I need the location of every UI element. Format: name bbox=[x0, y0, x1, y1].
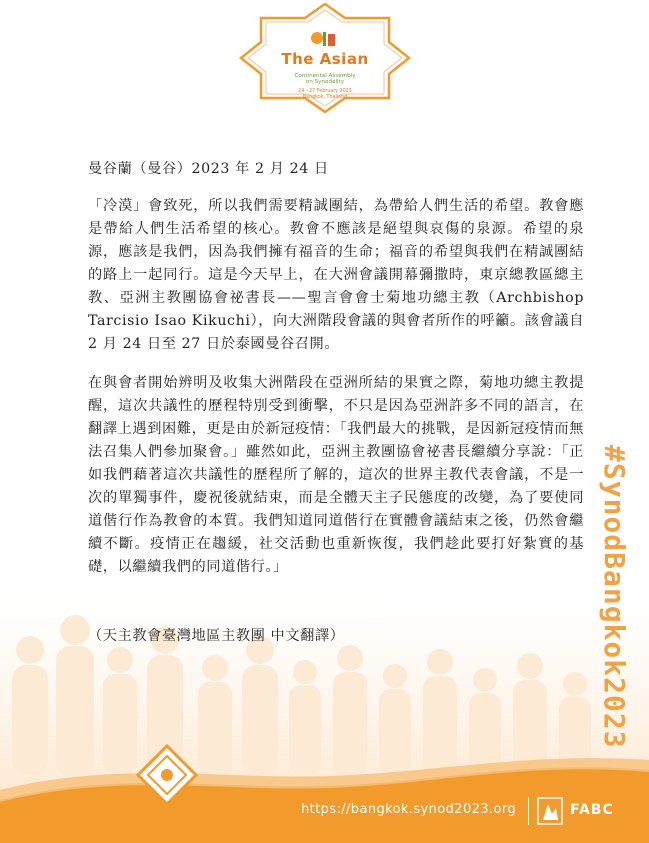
logo-place: Bangkok, Thailand bbox=[302, 95, 348, 100]
logo-subtitle: on Synodality bbox=[305, 79, 345, 85]
website-link[interactable]: https://bangkok.synod2023.org bbox=[301, 802, 517, 817]
dateline: 曼谷蘭（曼谷）2023 年 2 月 24 日 bbox=[88, 161, 329, 177]
logo-subtitle: Continental Assembly bbox=[294, 73, 356, 79]
article-body bbox=[88, 158, 584, 595]
translation-credit: （天主教會臺灣地區主教團 中文翻譯） bbox=[88, 628, 345, 644]
diamond-ornament-icon bbox=[136, 744, 198, 806]
logo-dates: 24 - 27 February 2023 bbox=[298, 89, 352, 94]
fabc-logo-icon bbox=[536, 796, 564, 826]
paragraph: 在與會者開始辨明及收集大洲階段在亞洲所結的果實之際，菊地功總主教提醒，這次共議性的歷程特別受到衝擊，不只是因為亞洲許多不同的語言，在翻譯上遇到困難，更是由於新冠疫情：「我們最大的挑戰，是因新冠疫情而無法召集人們參加聚會。」雖然如此，亞洲主教團協會祕書長繼續分享說：「正如我們藉著這次共議性的歷程所了解的，這次的世界主教代表會議，不是一次的單獨事件，慶祝後就結束，而是全體天主子民態度的改變，為了要使同道偕行作為教會的本質。我們知道同道偕行在實體會議結束之後，仍然會繼續不斷。疫情正在趨緩，社交活動也重新恢復，我們趁此要打好紮實的基礎，以繼續我們的同道偕行。」 bbox=[88, 375, 584, 575]
fabc-label: FABC bbox=[570, 802, 614, 818]
paragraph: 「冷漠」會致死，所以我們需要精誠團結，為帶給人們生活的希望。教會應是帶給人們生活希望的核心。教會不應該是絕望與哀傷的泉源。希望的泉源，應該是我們，因為我們擁有福音的生命；福音的希望與我們在精誠團結的路上一起同行。這是今天早上，在大洲會議開幕彌撒時，東京總教區總主教、亞洲主教團協會祕書長——聖言會會士菊地功總主教（Archbishop Tarcisio Isao Kikuchi），向大洲階段會議的與會者所作的呼籲。該會議自 2 月 24 日至 27 日於泰國曼谷召開。 bbox=[88, 198, 584, 352]
footer-divider bbox=[528, 797, 529, 825]
logo-title: The Asian bbox=[281, 50, 369, 68]
asian-assembly-logo bbox=[239, 2, 411, 114]
hashtag-vertical: #SynodBangkok2023 bbox=[598, 445, 631, 749]
